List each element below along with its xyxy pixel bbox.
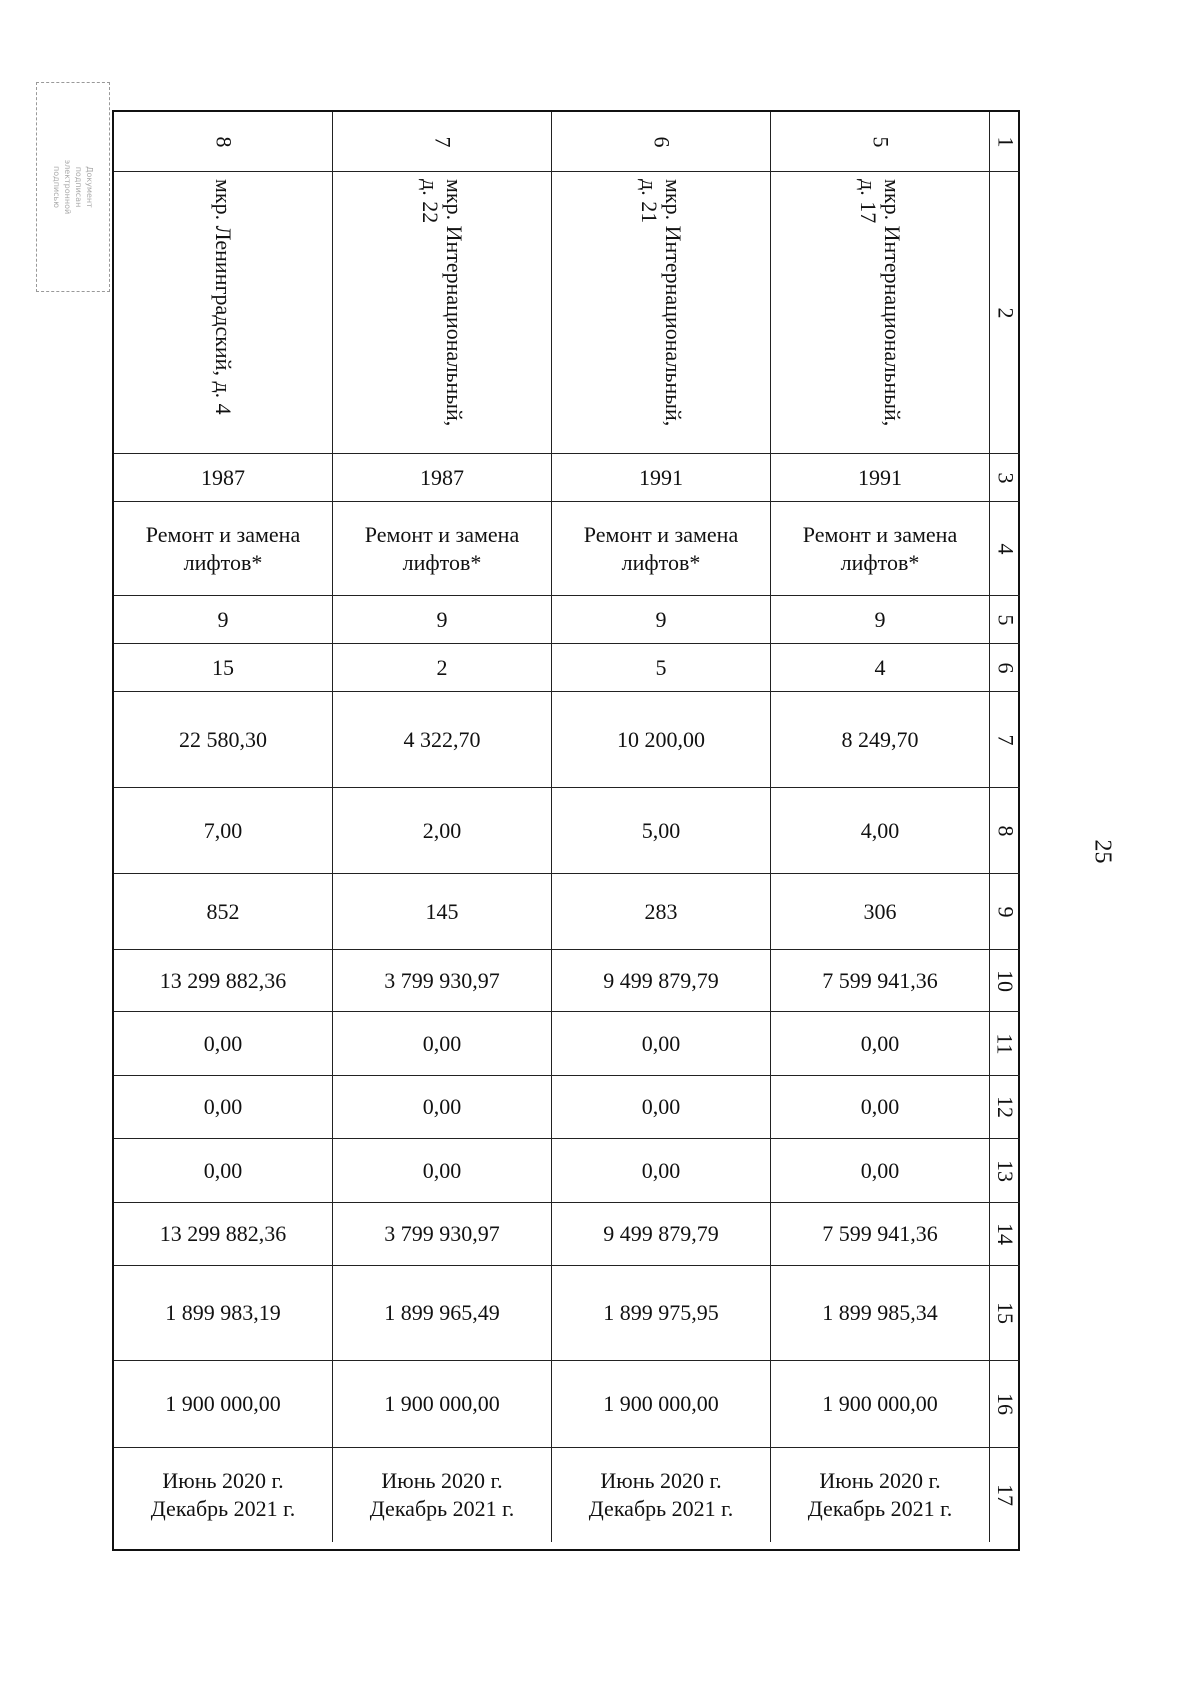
table-cell-address [771,172,990,454]
cell-value: 0,00 [860,1094,900,1119]
period-line: Декабрь 2021 г. [369,1496,515,1521]
cell-value: 8 249,70 [841,726,919,752]
work-period [370,1467,514,1523]
stamp-line: электронной [63,159,72,215]
table-cell-c7 [552,692,771,788]
cell-value: 1987 [201,464,245,490]
cell-value: 1 899 975,95 [603,1300,719,1325]
house-address: мкр. Интернациональный, д. 17 [856,178,905,426]
cell-value: 22 580,30 [179,726,267,752]
table-cell-c8 [114,788,333,874]
cell-value: 1 899 985,34 [822,1300,938,1325]
table-cell-c7 [114,692,333,788]
cell-value: 10 200,00 [617,726,705,752]
work-line: Ремонт и замена [802,521,958,547]
table-cell-c16 [552,1361,771,1448]
cell-value: 0,00 [203,1157,243,1183]
stamp-line: подписан [74,166,83,208]
column-number: 2 [993,307,1018,318]
row-number: 5 [868,136,893,147]
row-number: 6 [649,136,674,147]
column-number-cell [990,1139,1020,1203]
column-number: 15 [993,1302,1018,1324]
row-number: 7 [430,136,455,147]
table-cell-c15 [333,1266,552,1361]
column-number: 5 [993,614,1018,625]
column-number: 16 [993,1393,1018,1415]
table-cell-year [552,454,771,502]
work-line: Ремонт и замена [583,521,739,547]
table-cell-c11 [771,1012,990,1076]
table-cell-address [114,172,333,454]
work-line: Ремонт и замена [364,521,520,547]
table-cell-c6 [552,644,771,692]
work-line: лифтов* [402,549,482,575]
table-cell-work [333,502,552,596]
work-line: лифтов* [183,549,263,575]
table-cell-c14 [114,1203,333,1266]
cell-value: 4,00 [860,817,900,843]
table-cell-c10 [771,950,990,1012]
table-cell-c10 [333,950,552,1012]
table-cell-c13 [114,1139,333,1203]
column-number-cell [990,1203,1020,1266]
table-cell-c10 [552,950,771,1012]
table-cell-period [552,1448,771,1542]
cell-value: 9 499 879,79 [603,1221,719,1246]
table-cell-work [552,502,771,596]
table-cell-c7 [333,692,552,788]
period-line: Декабрь 2021 г. [150,1496,296,1521]
period-line: Июнь 2020 г. [819,1468,941,1493]
column-number: 13 [993,1159,1018,1182]
cell-value: 0,00 [422,1030,462,1056]
table-cell-address [333,172,552,454]
work-type [146,521,300,577]
cell-value: 0,00 [641,1030,681,1056]
cell-value: 5 [655,654,667,680]
cell-value: 0,00 [860,1157,900,1183]
table-cell-year [114,454,333,502]
table-cell-c11 [333,1012,552,1076]
cell-value: 1 900 000,00 [822,1391,938,1416]
column-number: 4 [993,543,1018,554]
period-line: Июнь 2020 г. [381,1468,503,1493]
table-cell-c14 [552,1203,771,1266]
column-number: 14 [993,1223,1018,1245]
column-number: 17 [993,1484,1018,1506]
table-cell-c9 [552,874,771,950]
table-cell-c11 [552,1012,771,1076]
table-cell-period [333,1448,552,1542]
house-address: мкр. Ленинградский, д. 4 [211,178,236,415]
period-line: Июнь 2020 г. [600,1468,722,1493]
column-number: 9 [993,906,1018,917]
cell-value: 1991 [858,464,902,490]
column-number-cell [990,950,1020,1012]
column-number: 11 [993,1032,1018,1055]
column-number: 1 [993,136,1018,147]
table-cell-c11 [114,1012,333,1076]
cell-value: 9 [655,606,667,632]
column-number-cell [990,1266,1020,1361]
period-line: Июнь 2020 г. [162,1468,284,1493]
cell-value: 5,00 [641,817,681,843]
table-cell-c12 [552,1076,771,1139]
cell-value: 0,00 [860,1030,900,1056]
cell-value: 9 [874,606,886,632]
column-number-cell [990,112,1020,172]
cell-value: 4 [874,654,886,680]
table-cell-c8 [333,788,552,874]
table-cell-work [771,502,990,596]
stamp-line: подписью [52,166,61,208]
table-cell-c9 [114,874,333,950]
work-line: Ремонт и замена [145,521,301,547]
table-cell-num [552,112,771,172]
cell-value: 15 [212,654,234,680]
cell-value: 3 799 930,97 [384,1221,500,1246]
house-address: мкр. Интернациональный, д. 21 [637,178,686,426]
table-cell-floors [771,596,990,644]
table-cell-year [771,454,990,502]
table-cell-floors [114,596,333,644]
table-cell-c9 [333,874,552,950]
work-type [365,521,519,577]
table-cell-floors [552,596,771,644]
table-cell-c9 [771,874,990,950]
work-period [151,1467,295,1523]
column-number-cell [990,502,1020,596]
period-line: Декабрь 2021 г. [588,1496,734,1521]
cell-value: 0,00 [641,1157,681,1183]
column-number-cell [990,1076,1020,1139]
column-number-cell [990,788,1020,874]
column-number-cell [990,172,1020,454]
cell-value: 1 900 000,00 [384,1391,500,1416]
cell-value: 4 322,70 [403,726,481,752]
cell-value: 9 [217,606,229,632]
column-number: 8 [993,825,1018,836]
table-cell-c15 [552,1266,771,1361]
table-cell-address [552,172,771,454]
cell-value: 1987 [420,464,464,490]
table-cell-year [333,454,552,502]
table-cell-num [114,112,333,172]
table-cell-period [771,1448,990,1542]
electronic-signature-stamp [36,82,110,292]
cell-value: 306 [863,898,897,924]
house-address: мкр. Интернациональный, д. 22 [418,178,467,426]
cell-value: 1 899 983,19 [165,1300,281,1325]
work-period [808,1467,952,1523]
table-cell-c13 [333,1139,552,1203]
repair-schedule-table [112,110,1020,1551]
cell-value: 3 799 930,97 [384,967,500,993]
table-cell-c16 [771,1361,990,1448]
cell-value: 145 [425,898,459,924]
cell-value: 9 499 879,79 [603,967,719,993]
cell-value: 7,00 [203,817,243,843]
table-cell-floors [333,596,552,644]
column-number-cell [990,874,1020,950]
cell-value: 0,00 [422,1157,462,1183]
table-cell-c15 [114,1266,333,1361]
column-number-cell [990,596,1020,644]
table-cell-c6 [771,644,990,692]
work-type [803,521,957,577]
work-type [584,521,738,577]
table-cell-c13 [552,1139,771,1203]
table-cell-c16 [114,1361,333,1448]
table-cell-c15 [771,1266,990,1361]
table-cell-c12 [333,1076,552,1139]
column-number-cell [990,454,1020,502]
column-number: 3 [993,472,1018,483]
column-number: 10 [993,969,1018,992]
table-cell-c6 [333,644,552,692]
column-number-cell [990,1448,1020,1542]
column-number-cell [990,1012,1020,1076]
cell-value: 7 599 941,36 [822,1221,938,1246]
stamp-line: Документ [85,166,94,208]
page-number: 25 [1089,839,1116,864]
table-cell-c6 [114,644,333,692]
table-cell-work [114,502,333,596]
work-line: лифтов* [840,549,920,575]
column-number: 6 [993,662,1018,673]
cell-value: 0,00 [203,1030,243,1056]
cell-value: 0,00 [641,1094,681,1119]
cell-value: 1 900 000,00 [603,1391,719,1416]
column-number: 12 [993,1096,1018,1118]
table-cell-c12 [114,1076,333,1139]
table-cell-c14 [771,1203,990,1266]
table-cell-num [333,112,552,172]
cell-value: 0,00 [203,1094,243,1119]
column-number-cell [990,692,1020,788]
table-cell-c8 [552,788,771,874]
table-cell-c16 [333,1361,552,1448]
table-cell-c13 [771,1139,990,1203]
cell-value: 2 [436,654,448,680]
cell-value: 1991 [639,464,683,490]
table-cell-c7 [771,692,990,788]
table-cell-period [114,1448,333,1542]
table-cell-c14 [333,1203,552,1266]
column-number-cell [990,1361,1020,1448]
cell-value: 9 [436,606,448,632]
column-number-cell [990,644,1020,692]
work-period [589,1467,733,1523]
table-cell-c10 [114,950,333,1012]
period-line: Декабрь 2021 г. [807,1496,953,1521]
work-line: лифтов* [621,549,701,575]
cell-value: 13 299 882,36 [159,1221,287,1246]
row-number: 8 [211,136,236,147]
cell-value: 13 299 882,36 [159,967,287,993]
table-cell-c12 [771,1076,990,1139]
cell-value: 1 899 965,49 [384,1300,500,1325]
table-cell-c8 [771,788,990,874]
cell-value: 1 900 000,00 [165,1391,281,1416]
cell-value: 283 [644,898,678,924]
table-cell-num [771,112,990,172]
cell-value: 2,00 [422,817,462,843]
cell-value: 7 599 941,36 [822,967,938,993]
cell-value: 852 [206,898,240,924]
column-number: 7 [993,734,1018,745]
cell-value: 0,00 [422,1094,462,1119]
